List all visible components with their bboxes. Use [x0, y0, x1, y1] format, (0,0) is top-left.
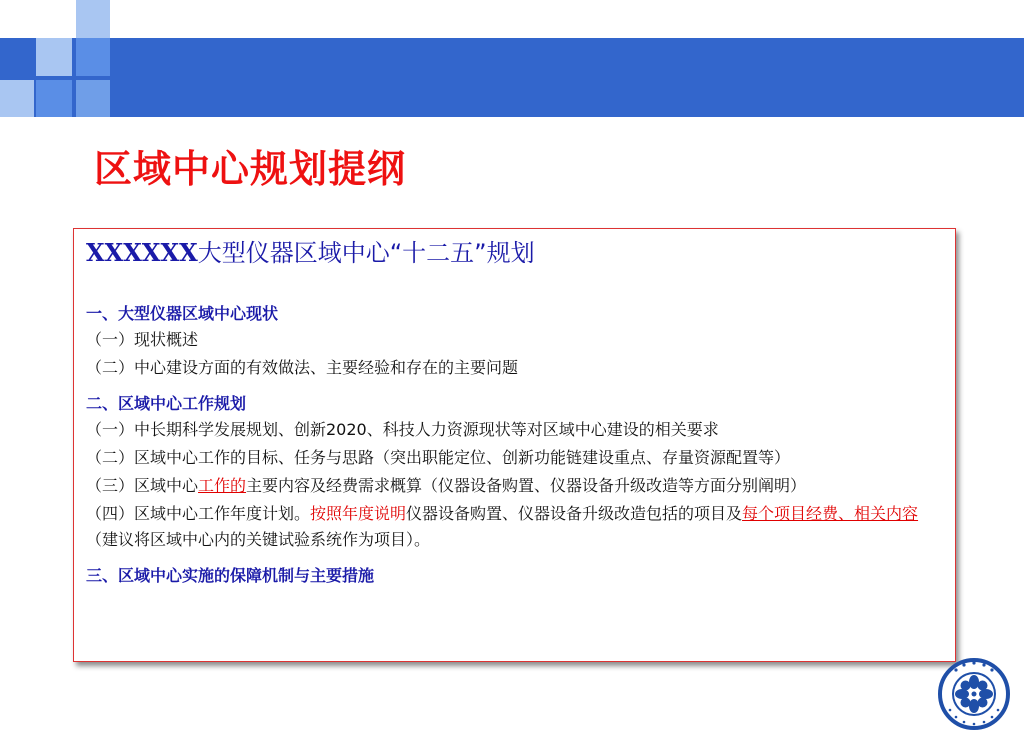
decor-square — [76, 80, 110, 117]
decor-square — [36, 80, 72, 117]
decor-square — [36, 38, 72, 76]
item-text: （建议将区域中心内的关键试验系统作为项目）。 — [86, 530, 431, 549]
outline-box — [73, 228, 956, 662]
header-band — [0, 38, 1024, 117]
section-heading: 一、大型仪器区域中心现状 — [86, 304, 279, 323]
decor-square — [76, 0, 110, 38]
section-1 — [86, 301, 945, 381]
outline-item — [86, 473, 945, 499]
section-3 — [86, 563, 945, 589]
box-heading — [86, 237, 945, 269]
highlight-text: 工作的 — [198, 476, 247, 495]
section-2 — [86, 391, 945, 553]
item-text: 主要内容及经费需求概算（仪器设备购置、仪器设备升级改造等方面分别阐明） — [246, 476, 807, 495]
decor-square — [0, 80, 34, 117]
heading-latin: XXXXXX — [86, 238, 198, 267]
outline-item — [86, 501, 945, 553]
item-text: 仪器设备购置、仪器设备升级改造包括的项目及 — [406, 504, 743, 523]
cas-logo-icon — [938, 658, 1010, 730]
heading-text: 大型仪器区域中心“十二五”规划 — [197, 239, 535, 267]
highlight-text: 按照年度说明 — [310, 504, 407, 523]
outline-item: （一）现状概述 — [86, 330, 199, 349]
item-text: （四）区域中心工作年度计划。 — [86, 504, 311, 523]
item-text: （三）区域中心 — [86, 476, 199, 495]
outline-item: （一）中长期科学发展规划、创新2020、科技人力资源现状等对区域中心建设的相关要求 — [86, 420, 719, 439]
outline-item: （二）中心建设方面的有效做法、主要经验和存在的主要问题 — [86, 358, 519, 377]
outline-item: （二）区域中心工作的目标、任务与思路（突出职能定位、创新功能链建设重点、存量资源配置等） — [86, 448, 791, 467]
slide-title: 区域中心规划提纲 — [94, 147, 407, 191]
section-heading: 二、区域中心工作规划 — [86, 394, 247, 413]
decor-square — [76, 38, 110, 76]
section-heading: 三、区域中心实施的保障机制与主要措施 — [86, 566, 375, 585]
highlight-text: 每个项目经费、相关内容 — [742, 504, 919, 523]
